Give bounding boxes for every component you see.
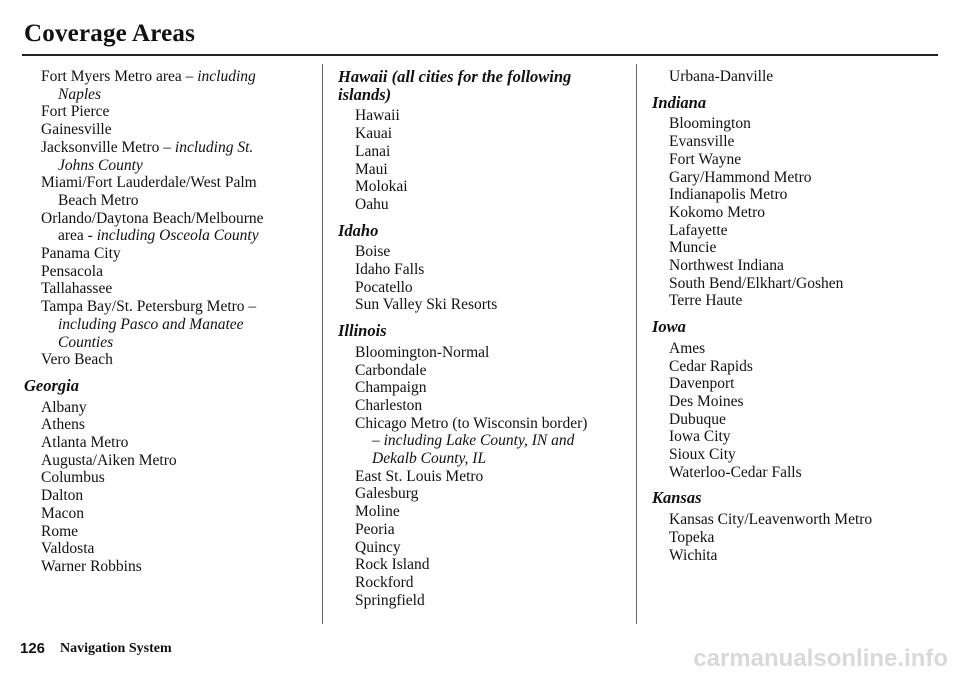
city-entry: Jacksonville Metro – including St. xyxy=(41,138,254,156)
city-entry: Pocatello xyxy=(355,278,413,296)
city-entry: Carbondale xyxy=(355,361,427,379)
city-entry: Wichita xyxy=(669,546,718,564)
state-heading-indiana: Indiana xyxy=(652,92,707,112)
city-entry: Waterloo-Cedar Falls xyxy=(669,463,802,481)
city-entry: South Bend/Elkhart/Goshen xyxy=(669,274,844,292)
city-entry: Des Moines xyxy=(669,392,744,410)
idaho-city-list xyxy=(338,243,628,314)
city-entry: Albany xyxy=(41,398,87,416)
city-entry: Fort Myers Metro area – including xyxy=(41,68,256,85)
city-entry: Urbana-Danville xyxy=(669,68,774,85)
city-entry: Ames xyxy=(669,339,706,357)
state-heading-kansas: Kansas xyxy=(652,488,702,508)
state-heading-hawaii: Hawaii (all cities for the following islands) xyxy=(338,67,572,104)
city-entry: Macon xyxy=(41,504,85,522)
city-entry: Davenport xyxy=(669,375,735,393)
florida-cities-continued xyxy=(24,68,309,369)
state-heading-iowa: Iowa xyxy=(652,317,686,337)
illinois-city-list xyxy=(338,344,628,433)
city-entry: Kauai xyxy=(355,125,393,143)
city-entry-continuation: including Pasco and Manatee xyxy=(58,315,244,333)
footer-section-label: Navigation System xyxy=(60,641,172,656)
city-entry: Augusta/Aiken Metro xyxy=(41,451,177,469)
city-entry: Molokai xyxy=(355,178,408,196)
column-1 xyxy=(24,68,309,576)
city-entry: Vero Beach xyxy=(41,351,113,369)
city-entry: Idaho Falls xyxy=(355,261,425,279)
illinois-city-list-end xyxy=(652,68,942,86)
city-entry: Tampa Bay/St. Petersburg Metro – xyxy=(41,298,257,316)
city-entry: Panama City xyxy=(41,245,121,263)
city-entry: Iowa City xyxy=(669,428,731,446)
city-entry: Quincy xyxy=(355,538,401,556)
page-number: 126 xyxy=(20,640,46,657)
hawaii-city-list xyxy=(338,107,628,213)
page-title: Coverage Areas xyxy=(24,20,196,47)
city-entry: Gary/Hammond Metro xyxy=(669,168,812,186)
city-entry-continuation: – including Lake County, IN and xyxy=(372,432,575,450)
city-entry: Dalton xyxy=(41,487,84,505)
city-entry: Kansas City/Leavenworth Metro xyxy=(669,511,873,529)
city-entry: Champaign xyxy=(355,379,427,397)
city-entry: Warner Robbins xyxy=(41,557,142,575)
city-entry: Muncie xyxy=(669,239,717,257)
city-entry: Northwest Indiana xyxy=(669,257,784,275)
city-entry-continuation: Counties xyxy=(58,333,114,351)
city-entry: Chicago Metro (to Wisconsin border) xyxy=(355,414,588,432)
city-entry: Springfield xyxy=(355,591,425,609)
city-entry: Athens xyxy=(41,416,85,434)
city-entry: Lafayette xyxy=(669,221,728,239)
state-heading-georgia: Georgia xyxy=(24,375,79,395)
city-entry-continuation: Johns County xyxy=(58,156,143,174)
column-divider-2 xyxy=(636,64,637,624)
city-entry: Bloomington-Normal xyxy=(355,343,490,361)
city-entry: Evansville xyxy=(669,133,735,151)
city-entry: Cedar Rapids xyxy=(669,357,753,375)
state-heading-illinois: Illinois xyxy=(338,321,387,341)
city-entry: Bloomington xyxy=(669,115,751,133)
city-entry-continuation: Beach Metro xyxy=(58,191,139,209)
city-entry: Kokomo Metro xyxy=(669,203,766,221)
city-entry: Sioux City xyxy=(669,446,736,464)
city-entry: Lanai xyxy=(355,142,391,160)
city-entry: Gainesville xyxy=(41,121,112,139)
city-entry: Pensacola xyxy=(41,262,103,280)
city-entry: Topeka xyxy=(669,528,715,546)
kansas-city-list xyxy=(652,511,942,564)
city-entry: Charleston xyxy=(355,396,423,414)
city-entry: Boise xyxy=(355,243,391,261)
column-2 xyxy=(338,68,628,609)
city-entry: Sun Valley Ski Resorts xyxy=(355,296,498,314)
city-entry: Rock Island xyxy=(355,556,430,574)
city-entry: Maui xyxy=(355,160,388,178)
city-entry-continuation: Dekalb County, IL xyxy=(372,450,487,468)
city-entry: Dubuque xyxy=(669,410,726,428)
city-entry: Fort Wayne xyxy=(669,150,742,168)
city-entry: Orlando/Daytona Beach/Melbourne xyxy=(41,209,264,227)
city-entry: Valdosta xyxy=(41,540,95,558)
city-entry: Indianapolis Metro xyxy=(669,186,788,204)
city-entry: Rome xyxy=(41,522,79,540)
city-entry: East St. Louis Metro xyxy=(355,467,484,485)
illinois-city-list-continued xyxy=(338,468,628,610)
city-entry: Fort Pierce xyxy=(41,103,110,121)
city-entry: Peoria xyxy=(355,520,395,538)
city-entry: Atlanta Metro xyxy=(41,434,129,452)
iowa-city-list xyxy=(652,340,942,482)
city-entry-continuation: area - including Osceola County xyxy=(58,227,259,245)
state-heading-idaho: Idaho xyxy=(338,220,379,240)
city-entry: Columbus xyxy=(41,469,105,487)
georgia-city-list xyxy=(24,399,309,576)
city-entry: Tallahassee xyxy=(41,280,113,298)
city-entry: Oahu xyxy=(355,195,389,213)
city-entry: Terre Haute xyxy=(669,292,743,310)
column-3 xyxy=(652,68,942,564)
city-entry: Moline xyxy=(355,503,400,521)
column-divider-1 xyxy=(322,64,323,624)
city-entry-continuation: Naples xyxy=(58,85,102,103)
city-entry: Miami/Fort Lauderdale/West Palm xyxy=(41,174,257,192)
city-entry: Galesburg xyxy=(355,485,419,503)
watermark-logo: carmanualsonline.info xyxy=(693,645,948,672)
city-entry: Rockford xyxy=(355,573,414,591)
indiana-city-list xyxy=(652,115,942,310)
header-rule xyxy=(22,54,938,56)
city-entry: Hawaii xyxy=(355,107,400,125)
